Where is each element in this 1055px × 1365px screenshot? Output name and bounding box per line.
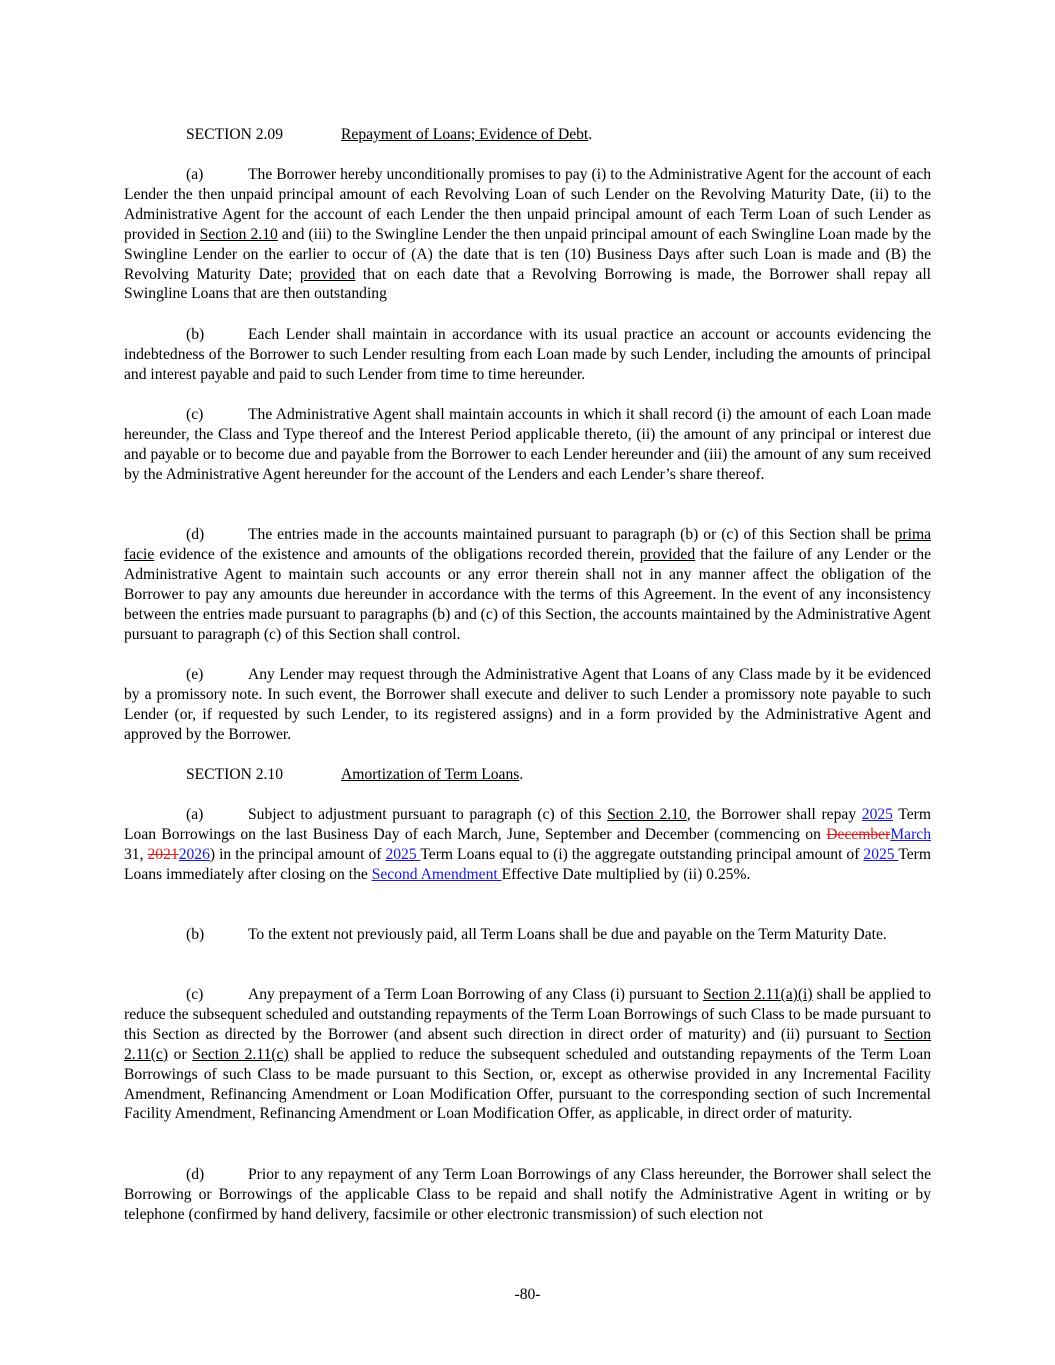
inserted-text: 2025 [385,845,421,863]
paragraph-label: (a) [186,806,204,823]
section-number: SECTION 2.10 [186,766,284,783]
deleted-text: 2021 [147,845,179,863]
section-title: Repayment of Loans; Evidence of Debt [341,126,589,143]
paragraph-label: (c) [186,986,204,1003]
paragraph-2-10-a: (a) Subject to adjustment pursuant to paragraph (c) of this Section 2.10, the Borrower shall repay 2025 Term Loan Borrowings on the last Business Day of each March, June, September and December (commencing on DecemberMarch 31, 20212026) in the principal amount of 2025 Term Loans equal to (i) the aggregate outstanding principal amount of 2025 Term Loans immediately after closing on the Second Amendment Effective Date multiplied by (ii) 0.25%. [124,806,932,883]
paragraph-label: (c) [186,406,204,423]
section-2-09-heading: SECTION 2.09 Repayment of Loans; Evidence of Debt. [186,126,593,143]
deleted-text: December [826,825,891,843]
inserted-text: March [890,825,931,843]
proviso-term: provided [299,265,356,283]
paragraph-label: (b) [186,926,205,943]
inserted-text: 2025 [861,806,893,823]
paragraph-label: (b) [186,326,205,343]
paragraph-2-10-c: (c) Any prepayment of a Term Loan Borrowing of any Class (i) pursuant to Section 2.11(a)(i) shall be applied to reduce the subsequent scheduled and outstanding repayments of the Term Loan Borrowings of such Class to be made pursuant to this Section as directed by the Borrower (and absent such direction in direct order of maturity) and (ii) pursuant to Section 2.11(c) or Section 2.11(c) shall be applied to reduce the subsequent scheduled and outstanding repayments of the Term Loan Borrowings of such Class to be made pursuant to this Section, or, except as otherwise provided in any Incremental Facility Amendment, Refinancing Amendment or Loan Modification Offer, pursuant to the corresponding section of such Incremental Facility Amendment, Refinancing Amendment or Loan Modification Offer, as applicable, in direct order of maturity. [124,986,931,1123]
cross-reference: Section 2.11(c) [124,1025,931,1063]
latin-term: prima [894,526,931,543]
paragraph-2-10-b: (b) To the extent not previously paid, all Term Loans shall be due and payable on the Term Maturity Date. [186,926,887,943]
paragraph-2-09-d: (d) The entries made in the accounts maintained pursuant to paragraph (b) or (c) of this Section shall be prima facie evidence of the existence and amounts of the obligations recorded therein, provided that the failure of any Lender or the Administrative Agent to maintain such accounts or any error therein shall not in any manner affect the obligation of the Borrower to pay any amounts due hereunder in accordance with the terms of this Agreement. In the event of any inconsistency between the entries made pursuant to paragraphs (b) and (c) of this Section, the accounts maintained by the Administrative Agent pursuant to paragraph (c) of this Section shall control. [124,526,931,643]
paragraph-2-10-d: (d) Prior to any repayment of any Term Loan Borrowings of any Class hereunder, the Borrower shall select the Borrowing or Borrowings of the applicable Class to be repaid and shall notify the Administrative Agent in writing or by telephone (confirmed by hand delivery, facsimile or other electronic transmission) of such election not [124,1166,931,1223]
cross-reference: Section 2.10 [607,806,687,823]
paragraph-label: (a) [186,166,204,183]
section-number: SECTION 2.09 [186,126,284,143]
page-number: -80- [514,1286,541,1303]
cross-reference: Section 2.11(c) [192,1045,289,1063]
paragraph-2-09-b: (b) Each Lender shall maintain in accordance with its usual practice an account or accounts evidencing the indebtedness of the Borrower to such Lender resulting from each Loan made by such Lender, including the amounts of principal and interest payable and paid to such Lender from time to time hereunder. [124,326,931,383]
paragraph-2-09-e: (e) Any Lender may request through the Administrative Agent that Loans of any Class made by it be evidenced by a promissory note. In such event, the Borrower shall execute and deliver to such Lender a promissory note payable to such Lender (or, if requested by such Lender, to its registered assigns) and in a form provided by the Administrative Agent and approved by the Borrower. [124,666,931,743]
inserted-text: 2025 [863,845,899,863]
paragraph-label: (e) [186,666,204,683]
section-title: Amortization of Term Loans [341,766,520,783]
section-2-10-heading: SECTION 2.10 Amortization of Term Loans. [186,766,524,783]
paragraph-2-09-a: (a) The Borrower hereby unconditionally promises to pay (i) to the Administrative Agent for the account of each Lender the then unpaid principal amount of each Revolving Loan of such Lender on the Revolving Maturity Date, (ii) to the Administrative Agent for the account of each Lender the then unpaid principal amount of each Term Loan of such Lender as provided in Section 2.10 and (iii) to the Swingline Lender the then unpaid principal amount of each Swingline Loan made by the Swingline Lender on the earlier to occur of (A) the date that is ten (10) Business Days after such Loan is made and (B) the Revolving Maturity Date; provided that on each date that a Revolving Borrowing is made, the Borrower shall repay all Swingline Loans that are then outstanding [124,166,931,303]
inserted-text: 2026 [178,845,210,863]
latin-term: facie [124,545,155,563]
cross-reference: Section 2.10 [199,225,278,243]
paragraph-2-09-c: (c) The Administrative Agent shall maintain accounts in which it shall record (i) the amount of each Loan made hereunder, the Class and Type thereof and the Interest Period applicable thereto, (ii) the amount of any principal or interest due and payable or to become due and payable from the Borrower to each Lender hereunder and (iii) the amount of any sum received by the Administrative Agent hereunder for the account of the Lenders and each Lender’s share thereof. [124,406,931,483]
inserted-text: Second Amendment [371,865,502,883]
cross-reference: Section 2.11(a)(i) [702,986,813,1003]
paragraph-label: (d) [186,1166,205,1183]
paragraph-label: (d) [186,526,205,543]
proviso-term: provided [639,545,696,563]
